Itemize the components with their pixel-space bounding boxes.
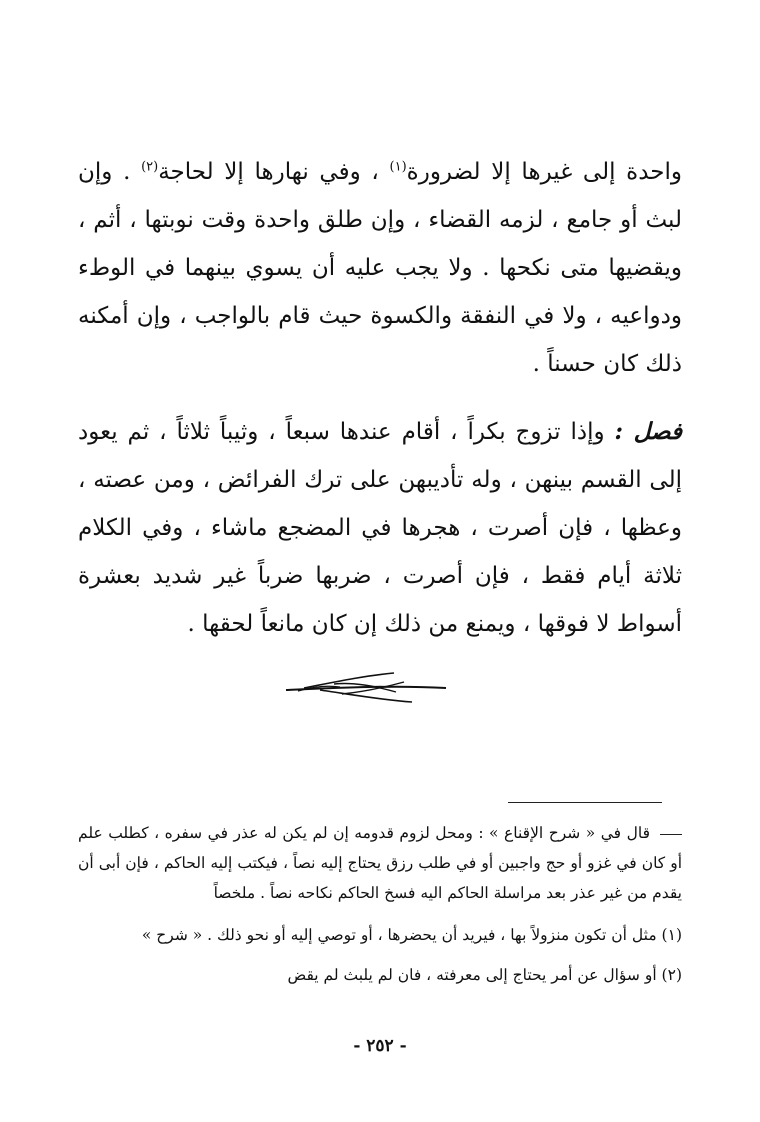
main-text [78, 148, 682, 648]
footnotes [78, 818, 682, 1000]
section-label: فصل : [614, 418, 683, 445]
paragraph-2 [78, 408, 682, 648]
page-number: - ٢٥٢ - [353, 1036, 407, 1056]
footnote-2: (٢) أو سؤال عن أمر يحتاج إلى معرفته ، فان لم يلبث لم يقض [287, 966, 682, 984]
paragraph-1-part-c: . وإن لبث أو جامع ، لزمه القضاء ، وإن طلق واحدة وقت نوبتها ، أثم ، ويقضيها متى نكحها . ولا يجب عليه أن يسوي بينهما في الوطء ودواعيه ، ولا في النفقة والكسوة حيث قام بالواجب ، وإن أمكنه ذلك كان حسناً . [78, 159, 682, 377]
decorative-divider-icon [282, 668, 450, 708]
paragraph-1 [78, 148, 682, 388]
footnote-ref-2: (٢) [141, 159, 159, 175]
paragraph-2-text: وإذا تزوج بكراً ، أقام عندها سبعاً ، وثيباً ثلاثاً ، ثم يعود إلى القسم بينهن ، وله تأديبهن على ترك الفرائض ، ومن عصته ، وعظها ، فإن أصرت ، هجرها في المضجع ماشاء ، وفي الكلام ثلاثة أيام فقط ، فإن أصرت ، ضربها ضرباً غير شديد بعشرة أسواط لا فوقها ، ويمنع من ذلك إن كان مانعاً لحقها . [78, 419, 682, 637]
footnote-dash [660, 834, 682, 835]
footnote-main-text: قال في « شرح الإقناع » : ومحل لزوم قدومه إن لم يكن له عذر في سفره ، كطلب علم أو كان في غزو أو حج واجبين أو في طلب رزق يحتاج إليه نصاً ، فيكتب إليه الحاكم ، فإن أبى أن يقدم من غير عذر بعد مراسلة الحاكم اليه فسخ الحاكم نكاحه نصاً . ملخصاً [78, 824, 682, 902]
footnote-separator [508, 802, 662, 803]
footnote-ref-1: (١) [389, 159, 407, 175]
paragraph-1-part-a: واحدة إلى غيرها إلا لضرورة [406, 159, 682, 185]
paragraph-1-part-b: ، وفي نهارها إلا لحاجة [158, 159, 379, 185]
footnote-1: (١) مثل أن تكون منزولاً بها ، فيريد أن يحضرها ، أو توصي إليه أو نحو ذلك . « شرح » [141, 926, 682, 944]
footnote-main [78, 818, 682, 908]
